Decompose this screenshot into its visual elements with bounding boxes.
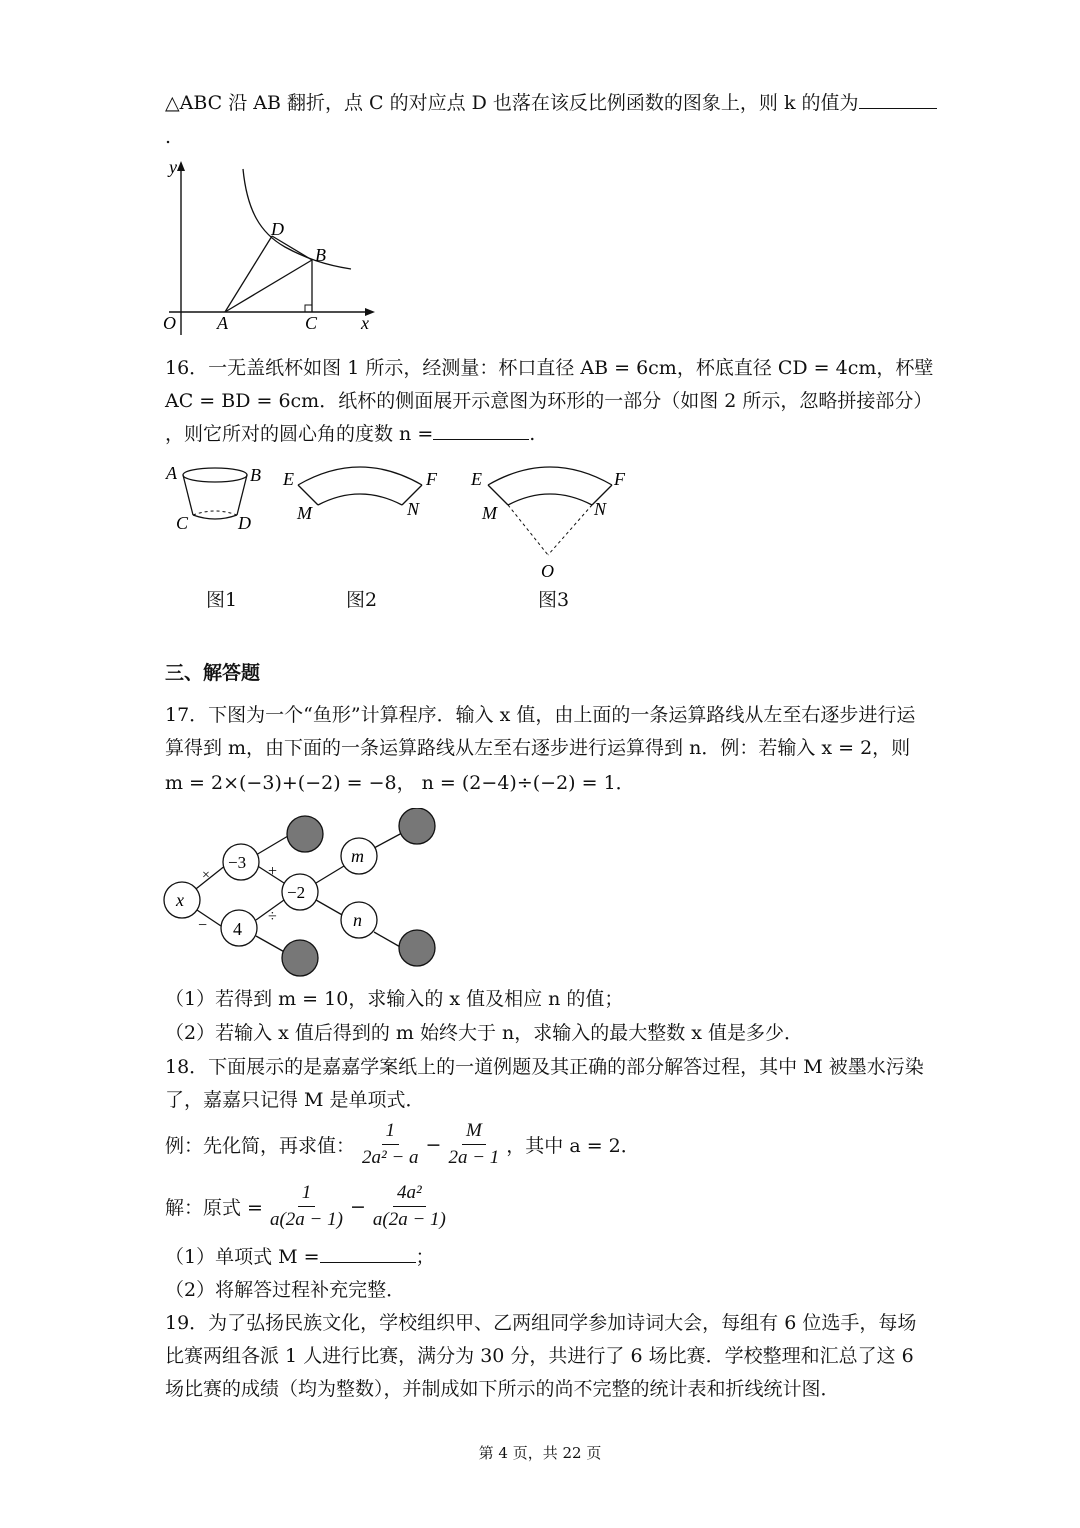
q19-text-line1: 19．为了弘扬民族文化，学校组织甲、乙两组同学参加诗词大会，每组有 6 位选手，每场	[165, 1312, 917, 1334]
solution-prefix: 解：原式 =	[165, 1197, 263, 1219]
fish-node-4: 4	[233, 919, 242, 939]
minus-sign: −	[349, 1195, 366, 1218]
q17-text-line3: m = 2×(−3)+(−2) = −8， n = (2−4)÷(−2) = 1．	[165, 772, 635, 794]
fish-calculation-diagram	[160, 808, 450, 983]
fig3-label-N: N	[594, 499, 607, 519]
q19-text-line3: 场比赛的成绩（均为整数），并制成如下所示的尚不完整的统计表和折线统计图．	[165, 1378, 840, 1400]
fraction-numerator: 1	[298, 1180, 316, 1207]
q18-sub1	[165, 1244, 435, 1270]
q16-text-line3	[165, 421, 535, 447]
q19-text-line2: 比赛两组各派 1 人进行比赛，满分为 30 分，共进行了 6 场比赛．学校整理和汇总了这 6	[165, 1345, 914, 1367]
fish-node-n: n	[353, 910, 362, 930]
fig3-label-E: E	[471, 469, 482, 489]
cup-label-C: C	[176, 513, 189, 533]
q17-sub2: （2）若输入 x 值后得到的 m 始终大于 n，求输入的最大整数 x 值是多少．	[165, 1022, 804, 1044]
fig2-label-N: N	[407, 499, 420, 519]
output-circle	[287, 816, 323, 852]
q18-text-line1: 18．下面展示的是嘉嘉学案纸上的一道例题及其正确的部分解答过程，其中 M 被墨水污染	[165, 1056, 924, 1078]
inverse-function-graph	[155, 155, 385, 345]
solution-fraction-2	[369, 1180, 450, 1233]
graph-label-D: D	[271, 219, 284, 239]
example-prefix: 例：先化简，再求值：	[165, 1135, 356, 1157]
example-fraction-1	[358, 1118, 423, 1171]
fraction-denominator: 2a² − a	[362, 1147, 419, 1168]
figure-1-cup	[165, 463, 261, 533]
fig2-label-E: E	[283, 469, 294, 489]
q16-end: .	[529, 423, 536, 445]
fish-node-neg3: −3	[228, 853, 247, 872]
fish-op-divide: ÷	[268, 908, 277, 925]
paper-cup-figures	[160, 455, 640, 585]
example-suffix: ，其中 a = 2．	[506, 1135, 640, 1157]
output-circle	[399, 930, 435, 966]
q15-text-line1	[165, 90, 937, 116]
caption-fig2: 图2	[346, 589, 378, 611]
output-circle	[282, 940, 318, 976]
solution-fraction-1	[266, 1180, 347, 1233]
fig3-label-F: F	[614, 469, 625, 489]
q16-text-line2: AC = BD = 6cm．纸杯的侧面展开示意图为环形的一部分（如图 2 所示，忽略拼接部分）	[165, 390, 933, 412]
q18-solution	[165, 1180, 453, 1233]
answer-blank	[859, 90, 937, 109]
fig2-label-M: M	[297, 503, 312, 523]
caption-fig3: 图3	[538, 589, 570, 611]
minus-sign: −	[425, 1133, 442, 1156]
q17-text-line2: 算得到 m，由下面的一条运算路线从左至右逐步进行运算得到 n．例：若输入 x = 2，则	[165, 737, 911, 759]
q18-text-line2: 了，嘉嘉只记得 M 是单项式．	[165, 1089, 425, 1111]
fraction-numerator: 1	[382, 1118, 400, 1145]
graph-label-C: C	[305, 313, 318, 333]
q18-example	[165, 1118, 640, 1171]
fraction-denominator: a(2a − 1)	[372, 1209, 446, 1230]
section-heading: 三、解答题	[165, 662, 261, 684]
answer-blank	[433, 421, 529, 440]
q16-text: ，则它所对的圆心角的度数 n =	[165, 423, 434, 445]
q16-text-line1: 16．一无盖纸杯如图 1 所示，经测量：杯口直径 AB = 6cm，杯底直径 CD = 4cm，杯壁	[165, 357, 934, 379]
example-fraction-2	[444, 1118, 503, 1171]
graph-label-O: O	[163, 313, 176, 333]
output-circle	[399, 808, 435, 844]
fraction-denominator: a(2a − 1)	[269, 1209, 343, 1230]
fraction-numerator: M	[462, 1118, 486, 1145]
caption-fig1: 图1	[206, 589, 238, 611]
fraction-numerator: 4a²	[393, 1180, 426, 1207]
fish-op-minus: −	[198, 917, 208, 934]
q18-sub1-end: ；	[415, 1246, 435, 1268]
cup-label-D: D	[238, 513, 251, 533]
fig3-label-O: O	[541, 561, 554, 581]
q17-text-line1: 17．下图为一个“鱼形”计算程序．输入 x 值，由上面的一条运算路线从左至右逐步进行运	[165, 704, 916, 726]
cup-label-B: B	[250, 465, 261, 485]
graph-label-A: A	[217, 313, 228, 333]
q15-text: △ABC 沿 AB 翻折，点 C 的对应点 D 也落在该反比例函数的图象上，则 k 的值为	[165, 92, 859, 114]
fish-node-x: x	[176, 890, 184, 910]
answer-blank	[320, 1244, 416, 1263]
cup-label-A: A	[166, 463, 177, 483]
fraction-denominator: 2a − 1	[448, 1147, 500, 1168]
graph-label-x: x	[361, 313, 369, 333]
fish-node-m: m	[351, 846, 364, 866]
page-footer: 第 4 页，共 22 页	[478, 1444, 602, 1462]
figure-3-sector-with-center	[470, 467, 626, 581]
fig3-label-M: M	[482, 503, 497, 523]
q18-sub2: （2）将解答过程补充完整．	[165, 1279, 406, 1301]
graph-label-B: B	[315, 245, 326, 265]
figure-2-sector	[282, 467, 438, 523]
fish-op-times: ×	[202, 868, 210, 883]
fish-node-neg2: −2	[287, 883, 306, 902]
graph-label-y: y	[169, 157, 177, 177]
q18-sub1-text: （1）单项式 M =	[165, 1246, 320, 1268]
fig2-label-F: F	[426, 469, 437, 489]
q17-sub1: （1）若得到 m = 10，求输入的 x 值及相应 n 的值；	[165, 988, 624, 1010]
fish-op-plus: +	[268, 863, 278, 880]
q15-text-line2: .	[165, 126, 172, 148]
